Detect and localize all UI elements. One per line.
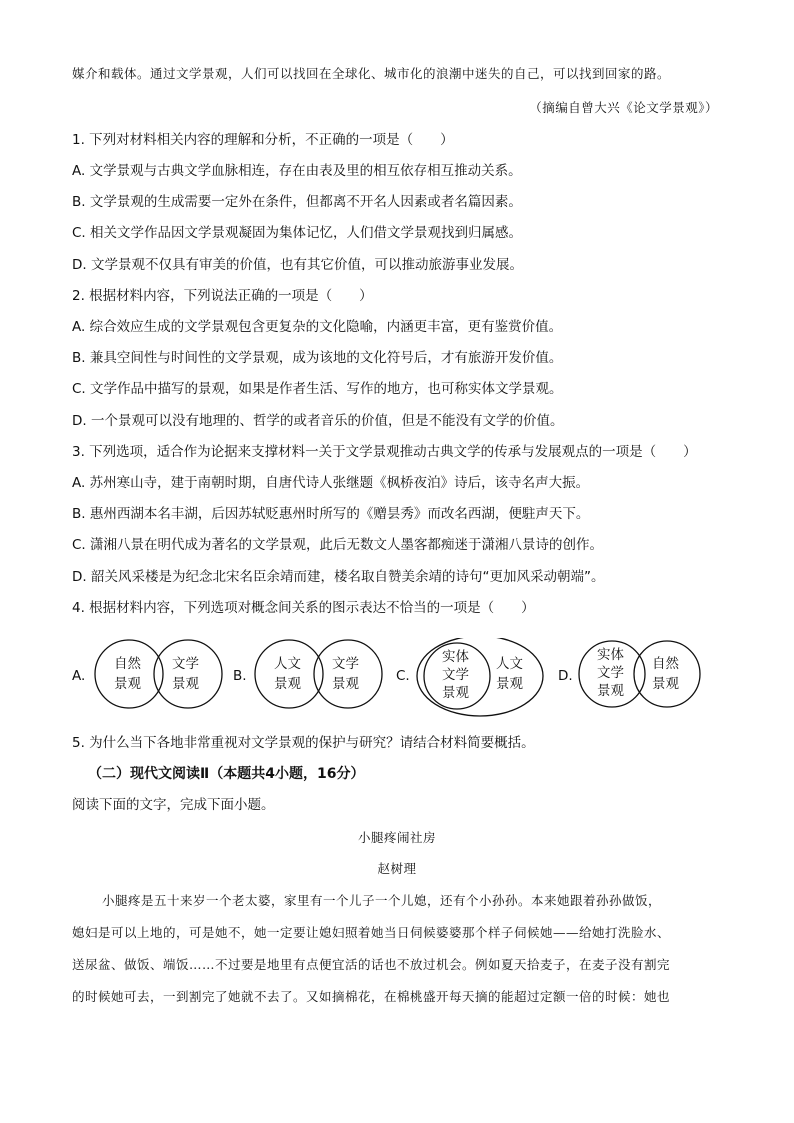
question-5-stem: 5. 为什么当下各地非常重视对文学景观的保护与研究？请结合材料简要概括。 [72,735,535,751]
option-b-left-circle [255,640,323,708]
question-2-option-c: C. 文学作品中描写的景观，如果是作者生活、写作的地方，也可称实体文学景观。 [72,381,563,397]
option-b-left-label-1: 人文 [274,656,301,672]
option-a-left-label-2: 景观 [114,676,141,692]
option-a-left-label-1: 自然 [114,656,141,672]
option-d-left-label-2: 文学 [597,665,624,681]
story-paragraph-line-3: 送尿盆、做饭、端饭……不过要是地里有点便宜活的话也不放过机会。例如夏天拾麦子，在麦子没有割完 [72,957,671,972]
source-citation: （摘编自曾大兴《论文学景观》） [529,100,718,115]
story-paragraph-line-1: 小腿疼是五十来岁一个老太婆，家里有一个儿子一个儿媳，还有个小孙孙。本来她跟着孙孙做饭， [102,893,662,908]
option-d-right-label-1: 自然 [652,656,679,672]
option-c-outer-label-1: 人文 [496,656,523,672]
option-b-right-label-2: 景观 [332,676,359,692]
question-2-option-b: B. 兼具空间性与时间性的文学景观，成为该地的文化符号后，才有旅游开发价值。 [72,350,563,366]
question-2-option-d: D. 一个景观可以没有地理的、哲学的或者音乐的价值，但是不能没有文学的价值。 [72,413,564,429]
option-c-letter: C. [396,668,410,684]
option-c-outer-ellipse [417,638,543,716]
option-a-right-label-2: 景观 [172,676,199,692]
option-c-inner-label-3: 景观 [442,685,469,701]
option-b-right-circle [314,640,382,708]
option-a-letter: A. [72,668,86,684]
story-title: 小腿疼闹社房 [357,830,436,845]
question-1-stem: 1. 下列对材料相关内容的理解和分析，不正确的一项是（ ） [72,132,454,148]
option-a-right-label-1: 文学 [172,656,199,672]
question-1-option-d: D. 文学景观不仅具有审美的价值，也有其它价值，可以推动旅游事业发展。 [72,257,523,273]
option-a-right-circle [154,640,222,708]
question-3-option-a: A. 苏州寒山寺，建于南朝时期，自唐代诗人张继题《枫桥夜泊》诗后，该寺名声大振。 [72,475,590,491]
concept-diagrams [72,638,732,722]
question-3-stem: 3. 下列选项，适合作为论据来支撑材料一关于文学景观推动古典文学的传承与发展观点的一项是（ ） [72,444,697,460]
question-2-option-a: A. 综合效应生成的文学景观包含更复杂的文化隐喻，内涵更丰富，更有鉴赏价值。 [72,319,563,335]
option-d-right-circle [634,641,700,707]
question-4-stem: 4. 根据材料内容，下列选项对概念间关系的图示表达不恰当的一项是（ ） [72,600,535,616]
story-paragraph-line-2: 媳妇是可以上地的，可是她不，她一定要让媳妇照着她当日伺候婆婆那个样子伺候她——给她打洗脸水、 [72,925,671,940]
option-d-left-label-3: 景观 [597,683,624,699]
option-d-letter: D. [558,668,573,684]
question-3-option-c: C. 潇湘八景在明代成为著名的文学景观，此后无数文人墨客都痴迷于潇湘八景诗的创作。 [72,537,604,553]
question-2-stem: 2. 根据材料内容，下列说法正确的一项是（ ） [72,288,373,304]
question-3-option-b: B. 惠州西湖本名丰湖，后因苏轼贬惠州时所写的《赠昙秀》而改名西湖，便駐声天下。 [72,506,590,522]
section-title: （二）现代文阅读Ⅱ（本题共4小题，16分） [88,766,365,782]
option-c-outer-label-2: 景观 [496,676,523,692]
option-a-left-circle [95,640,163,708]
option-b-left-label-2: 景观 [274,676,301,692]
option-d-right-label-2: 景观 [652,676,679,692]
option-c-inner-label-2: 文学 [442,667,469,683]
option-d-left-label-1: 实体 [597,647,624,663]
option-c-inner-label-1: 实体 [442,649,469,665]
concept-diagrams-svg [72,638,732,722]
question-1-option-b: B. 文学景观的生成需要一定外在条件，但都离不开名人因素或者名篇因素。 [72,194,522,210]
story-author: 赵树理 [377,861,417,876]
question-1-option-c: C. 相关文学作品因文学景观凝固为集体记忆，人们借文学景观找到归属感。 [72,225,523,241]
intro-line-1: 媒介和载体。通过文学景观，人们可以找回在全球化、城市化的浪潮中迷失的自己，可以找到回家的路。 [72,66,671,81]
question-3-option-d: D. 韶关风采楼是为纪念北宋名臣余靖而建，楼名取自赞美余靖的诗句“更加风采动朝端”。 [72,569,605,585]
reading-instruction: 阅读下面的文字，完成下面小题。 [72,797,275,813]
option-b-letter: B. [233,668,247,684]
story-paragraph-line-4: 的时候她可去，一到割完了她就不去了。又如摘棉花，在棉桃盛开每天摘的能超过定额一倍的时候：她也 [72,989,671,1004]
option-b-right-label-1: 文学 [332,656,359,672]
question-1-option-a: A. 文学景观与古典文学血脉相连，存在由表及里的相互依存相互推动关系。 [72,163,522,179]
